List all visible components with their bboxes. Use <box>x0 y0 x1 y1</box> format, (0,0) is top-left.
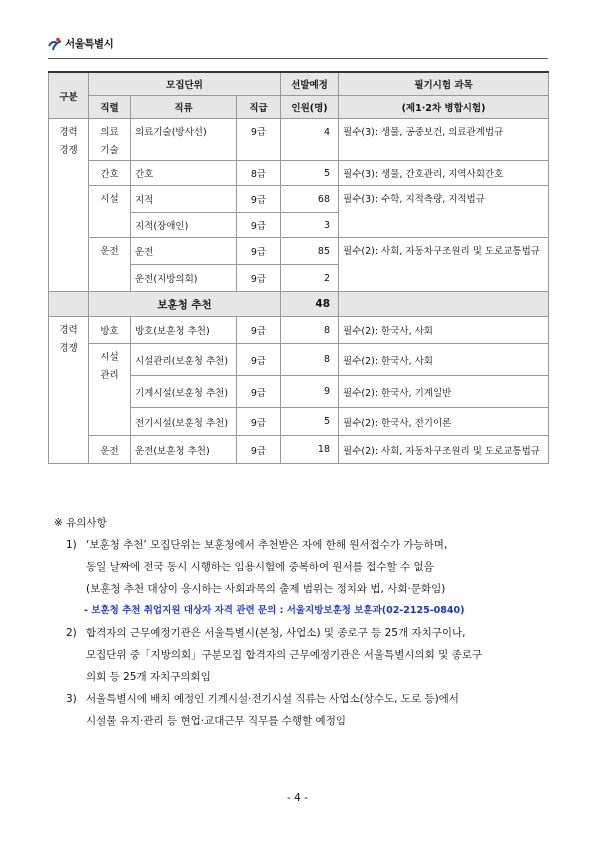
grade-cell: 9급 <box>237 317 281 344</box>
subjects-cell: 필수(2): 한국사, 기계일반 <box>339 376 549 408</box>
count-cell: 9 <box>281 376 339 408</box>
grade-cell: 9급 <box>237 213 281 238</box>
recruitment-table <box>48 71 549 464</box>
job-class-cell: 운전 <box>131 238 237 265</box>
note-line: 모집단위 중「지방의회」구분모집 합격자의 근무예정기관은 서울특별시의회 및 종로구 <box>86 649 483 661</box>
note-number: 2) <box>66 627 77 639</box>
job-group-cell: 간호 <box>89 161 131 186</box>
header-planned-unit: 인원(명) <box>281 96 339 119</box>
job-group-cell: 운전 <box>89 238 131 292</box>
count-cell: 5 <box>281 161 339 186</box>
job-group-cell: 시설 관리 <box>89 344 131 436</box>
page-number: - 4 - <box>287 792 308 804</box>
section1-gubun: 경력 경쟁 <box>49 119 89 292</box>
count-cell: 4 <box>281 119 339 161</box>
note-line: 의회 등 25개 자치구의회임 <box>86 671 211 683</box>
notes-title: ※ 유의사항 <box>54 517 107 529</box>
subjects-cell: 필수(3): 수학, 지적측량, 지적법규 <box>339 186 549 238</box>
contact-info: - 보훈청 추천 취업지원 대상자 자격 관련 문의 : 서울지방보훈청 보훈과(02-2125-0840) <box>84 605 465 616</box>
subjects-cell: 필수(2): 한국사, 사회 <box>339 344 549 376</box>
grade-cell: 9급 <box>237 376 281 408</box>
grade-cell: 9급 <box>237 344 281 376</box>
note-line: (보훈청 추천 대상이 응시하는 사회과목의 출제 범위는 정치와 법, 사회·문화임) <box>86 583 446 595</box>
count-cell: 5 <box>281 408 339 436</box>
count-cell: 8 <box>281 344 339 376</box>
job-class-cell: 기계시설(보훈청 추천) <box>131 376 237 408</box>
job-class-cell: 지적(장애인) <box>131 213 237 238</box>
note-line: 합격자의 근무예정기관은 서울특별시(본청, 사업소) 및 종로구 등 25개 자치구이나, <box>86 627 466 639</box>
header-subjects-sub: (제1·2차 병합시험) <box>339 96 549 119</box>
count-cell: 3 <box>281 213 339 238</box>
note-line: ‘보훈청 추천’ 모집단위는 보훈청에서 추천받은 자에 한해 원서접수가 가능하며, <box>86 539 448 551</box>
subjects-cell: 필수(2): 한국사, 전기이론 <box>339 408 549 436</box>
grade-cell: 8급 <box>237 161 281 186</box>
header-job-group: 직렬 <box>89 96 131 119</box>
job-class-cell: 운전(지방의회) <box>131 265 237 292</box>
note-item <box>66 534 553 600</box>
job-group-cell: 방호 <box>89 317 131 344</box>
note-line: 시설물 유지·관리 등 현업·교대근무 직무를 수행할 예정임 <box>86 715 346 727</box>
grade-cell: 9급 <box>237 238 281 265</box>
job-group-cell: 의료 기술 <box>89 119 131 161</box>
grade-cell: 9급 <box>237 186 281 213</box>
count-cell: 2 <box>281 265 339 292</box>
header-unit: 모집단위 <box>89 72 281 96</box>
grade-cell: 9급 <box>237 119 281 161</box>
note-item <box>66 688 553 732</box>
job-class-cell: 의료기술(방사선) <box>131 119 237 161</box>
subjects-cell: 필수(3): 생물, 간호관리, 지역사회간호 <box>339 161 549 186</box>
note-item <box>66 622 553 688</box>
logo-text: 서울특별시 <box>65 38 114 50</box>
seoul-logo-icon <box>48 37 62 51</box>
header-subjects: 필기시험 과목 <box>339 72 549 96</box>
note-number: 3) <box>66 693 77 705</box>
subtotal-row <box>49 292 549 317</box>
count-cell: 85 <box>281 238 339 265</box>
seoul-logo <box>48 36 113 51</box>
note-line: 동일 날짜에 전국 동시 시행하는 임용시험에 중복하여 원서를 접수할 수 없음 <box>86 561 434 573</box>
header-planned: 선발예정 <box>281 72 339 96</box>
job-class-cell: 방호(보훈청 추천) <box>131 317 237 344</box>
section2-gubun: 경력 경쟁 <box>49 317 89 464</box>
grade-cell: 9급 <box>237 265 281 292</box>
count-cell: 18 <box>281 436 339 464</box>
count-cell: 68 <box>281 186 339 213</box>
subjects-cell: 필수(3): 생물, 공중보건, 의료관계법규 <box>339 119 549 161</box>
note-line: 서울특별시에 배치 예정인 기계시설·전기시설 직류는 사업소(상수도, 도로 등)에서 <box>86 693 459 705</box>
job-class-cell: 운전(보훈청 추천) <box>131 436 237 464</box>
job-class-cell: 시설관리(보훈청 추천) <box>131 344 237 376</box>
header-gubun: 구분 <box>49 72 89 119</box>
job-class-cell: 전기시설(보훈청 추천) <box>131 408 237 436</box>
job-class-cell: 지적 <box>131 186 237 213</box>
header-rule <box>48 58 548 59</box>
note-number: 1) <box>66 539 77 551</box>
notes-section <box>48 512 553 732</box>
count-cell: 8 <box>281 317 339 344</box>
subjects-cell: 필수(2): 한국사, 사회 <box>339 317 549 344</box>
subjects-cell: 필수(2): 사회, 자동차구조원리 및 도로교통법규 <box>339 238 549 292</box>
job-group-cell: 시설 <box>89 186 131 238</box>
job-group-cell: 운전 <box>89 436 131 464</box>
job-class-cell: 간호 <box>131 161 237 186</box>
header-job-class: 직류 <box>131 96 237 119</box>
header-grade: 직급 <box>237 96 281 119</box>
subtotal-count: 48 <box>281 292 339 317</box>
subjects-cell: 필수(2): 사회, 자동차구조원리 및 도로교통법규 <box>339 436 549 464</box>
subtotal-label: 보훈청 추천 <box>89 292 281 317</box>
grade-cell: 9급 <box>237 436 281 464</box>
grade-cell: 9급 <box>237 408 281 436</box>
